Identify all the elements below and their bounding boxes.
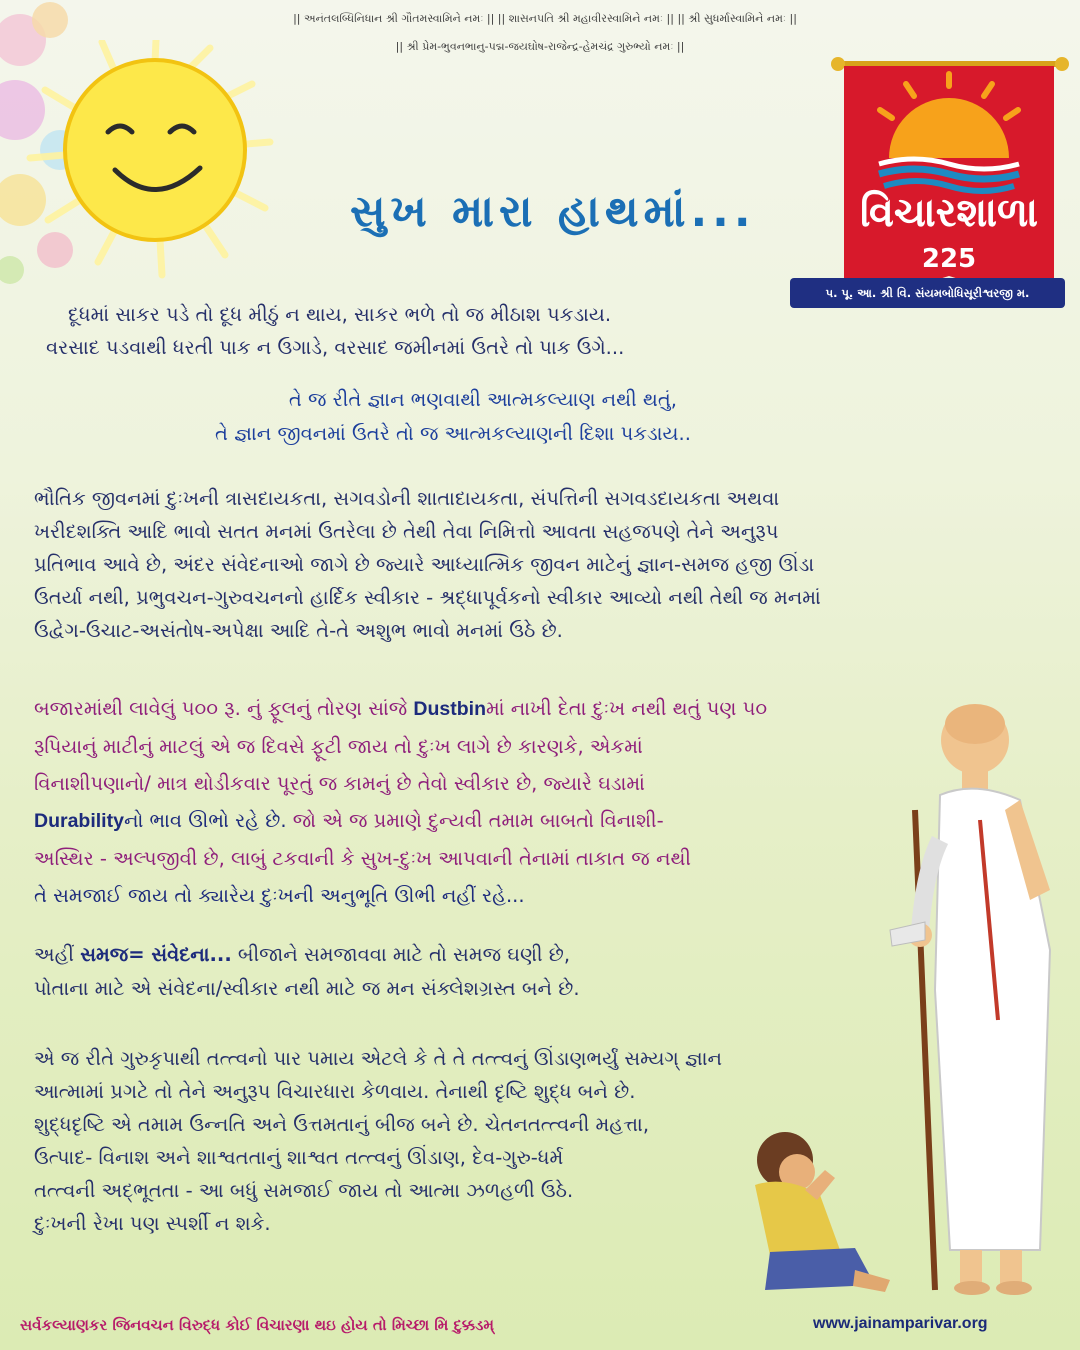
- text-segment: જો એ જ પ્રમાણે દુન્યવી તમામ બાબતો વિનાશી-: [292, 809, 664, 832]
- banner-number: 225: [921, 244, 977, 274]
- paragraph-line: તત્ત્વની અદ્ભૂતતા - આ બધું સમજાઈ જાય તો આત્મા ઝળહળી ઉઠે.: [34, 1179, 574, 1202]
- author-badge: પ. પૂ. આ. શ્રી વિ. સંયમબોધિસૂરીશ્વરજી મ.: [790, 278, 1065, 308]
- footer-apology: સર્વકલ્યાણકર જિનવચન વિરુદ્ધ કોઈ વિચારણા થઇ હોય તો મિચ્છા મિ દુક્કડમ્: [20, 1316, 494, 1334]
- text-segment: Dustbin: [413, 698, 486, 720]
- paragraph-line: રૂપિયાનું માટીનું માટલું એ જ દિવસે ફૂટી જાય તો દુઃખ લાગે છે કારણકે, એકમાં: [34, 735, 643, 758]
- intro-paragraph: [46, 298, 624, 364]
- paragraph-line: અસ્થિર - અલ્પજીવી છે, લાબું ટકવાની કે સુખ-દુઃખ આપવાની તેનામાં તાકાત જ નથી: [34, 847, 692, 870]
- smiling-sun-illustration: [20, 40, 320, 290]
- paragraph-line: ખરીદશક્તિ આદિ ભાવો સતત મનમાં ઉતરેલા છે તેથી તેવા નિમિત્તો આવતા સહજપણે તેને અનુરૂપ: [34, 520, 779, 543]
- paragraph-3: [34, 938, 580, 1006]
- paragraph-2: [34, 690, 767, 914]
- intro-line: દૂધમાં સાકર પડે તો દૂધ મીઠું ન થાય, સાકર ભળે તો જ મીઠાશ પકડાય.: [68, 303, 612, 326]
- paragraph-line: ઉતર્યા નથી, પ્રભુવચન-ગુરુવચનનો હાર્દિક સ્વીકાર - શ્રદ્ધાપૂર્વકનો સ્વીકાર આવ્યો નથી તેથી જ મનમાં: [34, 586, 821, 609]
- text-segment: Durability: [34, 810, 124, 832]
- paragraph-line: એ જ રીતે ગુરુકૃપાથી તત્ત્વનો પાર પમાય એટલે કે તે તે તત્ત્વનું ઊંડાણભર્યું સમ્યગ્ જ્ઞાન: [34, 1047, 723, 1070]
- paragraph-line: પોતાના માટે એ સંવેદના/સ્વીકાર નથી માટે જ મન સંક્લેશગ્રસ્ત બને છે.: [34, 977, 580, 1000]
- intro-line: વરસાદ પડવાથી ધરતી પાક ન ઉગાડે, વરસાદ જમીનમાં ઉતરે તો પાક ઉગે...: [46, 336, 625, 359]
- paragraph-line: ભૌતિક જીવનમાં દુઃખની ત્રાસદાયકતા, સગવડોની શાતાદાયકતા, સંપત્તિની સગવડદાયકતા અથવા: [34, 487, 780, 510]
- highlight-line: તે જ રીતે જ્ઞાન ભણવાથી આત્મકલ્યાણ નથી થતું,: [288, 388, 677, 411]
- highlight-line: તે જ્ઞાન જીવનમાં ઉતરે તો જ આત્મકલ્યાણની દિશા પકડાય..: [215, 422, 691, 445]
- paragraph-line: ઉદ્વેગ-ઉચાટ-અસંતોષ-અપેક્ષા આદિ તે-તે અશુભ ભાવો મનમાં ઉઠે છે.: [34, 619, 563, 642]
- paragraph-line: પ્રતિભાવ આવે છે, અંદર સંવેદનાઓ જાગે છે જ્યારે આધ્યાત્મિક જીવન માટેનું જ્ઞાન-સમજ હજી ઊંડા: [34, 553, 815, 576]
- paragraph-line: આત્મામાં પ્રગટે તો તેને અનુરૂપ વિચારધારા કેળવાય. તેનાથી દૃષ્ટિ શુદ્ધ બને છે.: [34, 1080, 636, 1103]
- paragraph-line: ઉત્પાદ- વિનાશ અને શાશ્વતતાનું શાશ્વત તત્ત્વનું ઊંડાણ, દેવ-ગુરુ-ધર્મ: [34, 1146, 564, 1169]
- text-segment: બીજાને સમજાવવા માટે તો સમજ ઘણી છે,: [231, 943, 571, 966]
- paragraph-line: [34, 938, 580, 972]
- highlight-paragraph: [215, 383, 691, 451]
- paragraph-line: વિનાશીપણાનો/ માત્ર થોડીકવાર પૂરતું જ કામનું છે તેવો સ્વીકાર છે, જ્યારે ઘડામાં: [34, 772, 645, 795]
- paragraph-4: [34, 1042, 722, 1240]
- text-segment: અહીં: [34, 943, 81, 966]
- page-title: સુખ મારા હાથમાં...: [350, 186, 756, 237]
- paragraph-line: [34, 802, 767, 840]
- monk-illustration: [880, 690, 1080, 1300]
- paragraph-line: શુદ્ધદૃષ્ટિ એ તમામ ઉન્નતિ અને ઉત્તમતાનું બીજ બને છે. ચેતનતત્ત્વની મહત્તા,: [34, 1113, 650, 1136]
- paragraph-1: [34, 482, 821, 647]
- text-segment: બજારમાંથી લાવેલું ૫૦૦ રૂ. નું ફૂલનું તોરણ સાંજે: [34, 697, 414, 720]
- paragraph-line: દુઃખની રેખા પણ સ્પર્શી ન શકે.: [34, 1212, 271, 1235]
- footer-website-link[interactable]: www.jainamparivar.org: [813, 1315, 988, 1332]
- text-segment: નો ભાવ ઊભો રહે છે.: [123, 809, 293, 832]
- kneeling-devotee-illustration: [725, 1120, 895, 1300]
- mantra-line-1: || અનંતલબ્ધિનિધાન શ્રી ગૌતમસ્વામિને નમઃ || || શાસનપતિ શ્રી મહાવીરસ્વામિને નમઃ || || શ્રી સુધર્માસ્વામિને નમઃ ||: [293, 12, 797, 25]
- paragraph-line: [34, 690, 767, 728]
- paragraph-line: તે સમજાઈ જાય તો ક્યારેય દુઃખની અનુભૂતિ ઊભી નહીં રહે...: [34, 884, 525, 907]
- banner-label: વિચારશાળા: [859, 190, 1039, 236]
- text-segment: સમજ= સંવેદના...: [80, 943, 232, 966]
- text-segment: માં નાખી દેતા દુઃખ નથી થતું પણ ૫૦: [486, 697, 768, 720]
- mantra-line-2: || શ્રી પ્રેમ-ભુવનભાનુ-પદ્મ-જયઘોષ-રાજેન્દ્ર-હેમચંદ્ર ગુરુભ્યો નમઃ ||: [395, 40, 685, 53]
